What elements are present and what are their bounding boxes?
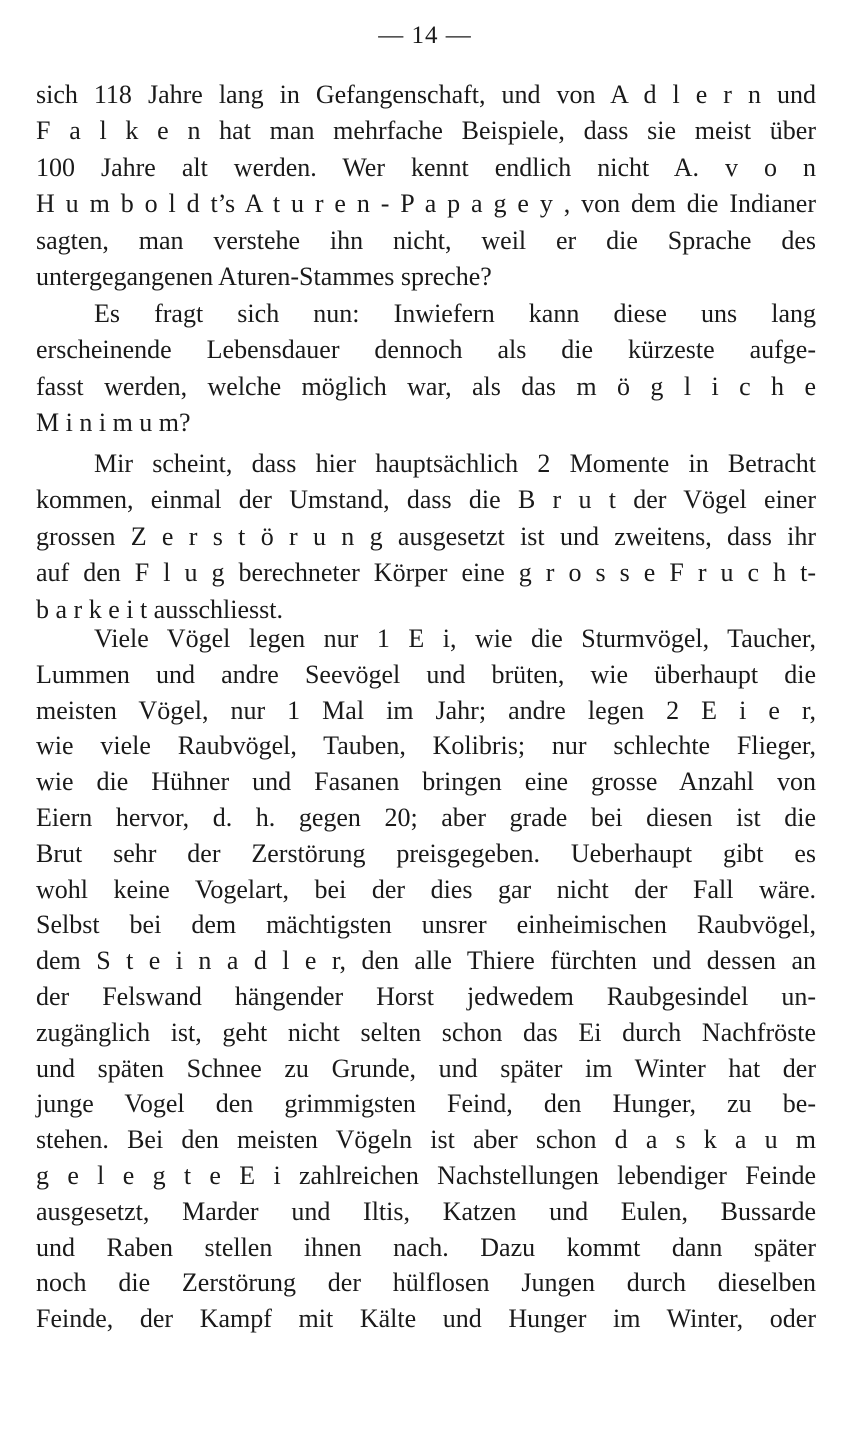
text-line: und Raben stellen ihnen nach. Dazu kommt dann später [36, 1232, 816, 1262]
text-line: H u m b o l d t’s A t u r e n - P a p a g e y , von dem die Indianer [36, 189, 816, 219]
text-line: Mir scheint, dass hier hauptsächlich 2 Momente in Betracht [94, 449, 816, 478]
text-line: zugänglich ist, geht nicht selten schon das Ei durch Nachfröste [36, 1017, 816, 1047]
text-line: untergegangenen Aturen-Stammes spreche? [36, 261, 492, 291]
text-line: ausgesetzt, Marder und Iltis, Katzen und Eulen, Bussarde [36, 1196, 816, 1226]
text-line: wie viele Raubvögel, Tauben, Kolibris; nur schlechte Flieger, [36, 731, 816, 761]
text-line: Lummen und andre Seevögel und brüten, wie überhaupt die [36, 659, 816, 689]
text-line: fasst werden, welche möglich war, als das m ö g l i c h e [36, 371, 816, 401]
text-line: stehen. Bei den meisten Vögeln ist aber schon d a s k a u m [36, 1125, 816, 1155]
text-line: meisten Vögel, nur 1 Mal im Jahr; andre legen 2 E i e r, [36, 695, 816, 725]
text-line: noch die Zerstörung der hülflosen Jungen durch dieselben [36, 1268, 816, 1298]
text-line: sich 118 Jahre lang in Gefangenschaft, und von A d l e r n und [36, 80, 816, 109]
text-line: und späten Schnee zu Grunde, und später im Winter hat der [36, 1053, 816, 1083]
paragraph-2 [36, 296, 816, 442]
paragraph-3 [36, 446, 816, 628]
text-line: Brut sehr der Zerstörung preisgegeben. Ueberhaupt gibt es [36, 838, 816, 868]
text-line: M i n i m u m? [36, 408, 191, 438]
text-line: b a r k e i t ausschliesst. [36, 594, 283, 624]
text-line: wohl keine Vogelart, bei der dies gar nicht der Fall wäre. [36, 874, 816, 904]
text-line: sagten, man verstehe ihn nicht, weil er die Sprache des [36, 225, 816, 255]
text-line: kommen, einmal der Umstand, dass die B r u t der Vögel einer [36, 485, 816, 515]
paragraph-4 [36, 621, 816, 1337]
text-line: der Felswand hängender Horst jedwedem Raubgesindel un- [36, 981, 816, 1011]
text-line: junge Vogel den grimmigsten Feind, den Hunger, zu be- [36, 1089, 816, 1119]
page-number: — 14 — [378, 22, 472, 49]
text-line: F a l k e n hat man mehrfache Beispiele, dass sie meist über [36, 116, 816, 146]
paragraph-1 [36, 77, 816, 295]
text-line: auf den F l u g berechneter Körper eine g r o s s e F r u c h t- [36, 558, 816, 588]
text-line: Viele Vögel legen nur 1 E i, wie die Sturmvögel, Taucher, [94, 624, 816, 653]
text-line: g e l e g t e E i zahlreichen Nachstellungen lebendiger Feinde [36, 1160, 816, 1190]
text-line: Eiern hervor, d. h. gegen 20; aber grade bei diesen ist die [36, 802, 816, 832]
text-line: Selbst bei dem mächtigsten unsrer einheimischen Raubvögel, [36, 910, 816, 940]
text-line: 100 Jahre alt werden. Wer kennt endlich nicht A. v o n [36, 152, 816, 182]
text-line: dem S t e i n a d l e r, den alle Thiere fürchten und dessen an [36, 946, 816, 976]
text-line: erscheinende Lebensdauer dennoch als die kürzeste aufge- [36, 335, 816, 365]
text-line: grossen Z e r s t ö r u n g ausgesetzt ist und zweitens, dass ihr [36, 521, 816, 551]
text-line: Es fragt sich nun: Inwiefern kann diese uns lang [94, 299, 816, 328]
text-line: wie die Hühner und Fasanen bringen eine grosse Anzahl von [36, 767, 816, 797]
text-line: Feinde, der Kampf mit Kälte und Hunger im Winter, oder [36, 1304, 816, 1334]
